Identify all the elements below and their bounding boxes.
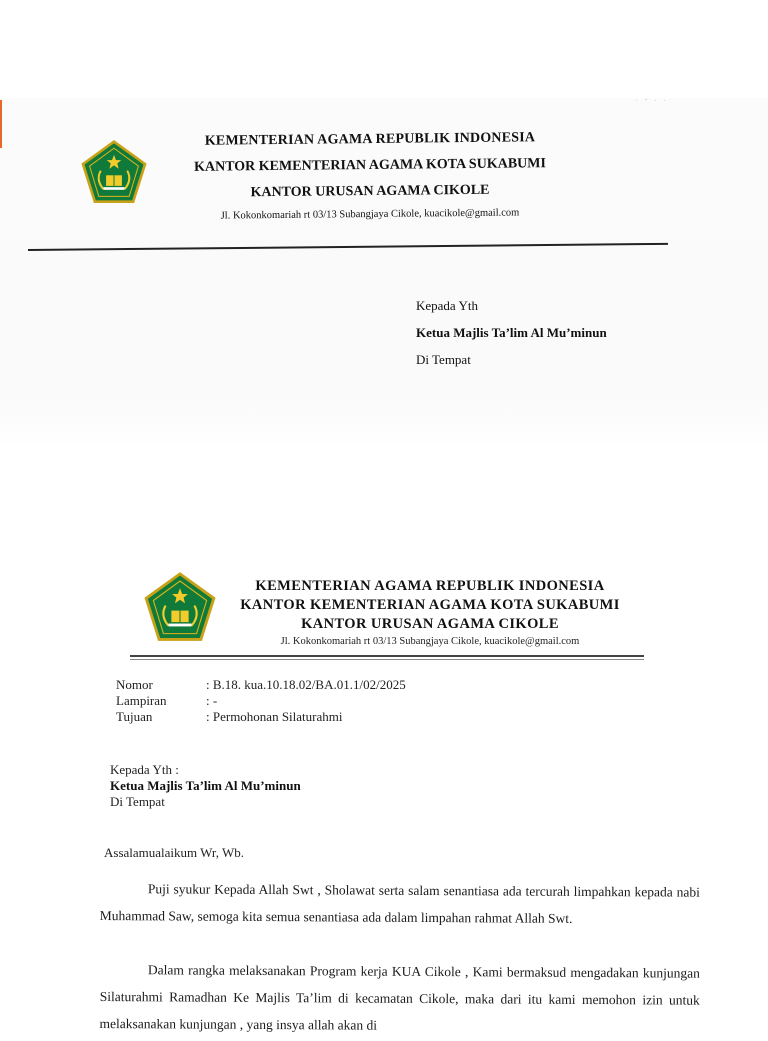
- letter-meta: [116, 677, 406, 725]
- letterhead-ministry: KEMENTERIAN AGAMA REPUBLIK INDONESIA: [255, 578, 605, 594]
- letterhead-divider: [130, 655, 644, 657]
- salutation: Assalamualaikum Wr, Wb.: [104, 845, 245, 860]
- recipient-name: Ketua Majlis Ta’lim Al Mu’minun: [416, 325, 607, 340]
- letterhead-city-office: KANTOR KEMENTERIAN AGAMA KOTA SUKABUMI: [193, 156, 546, 175]
- letterhead-kua: KANTOR URUSAN AGAMA CIKOLE: [250, 182, 490, 201]
- scan-edge-mark: [0, 100, 2, 148]
- meta-row-lampiran: [116, 693, 406, 709]
- meta-value: : B.18. kua.10.18.02/BA.01.1/02/2025: [206, 677, 406, 692]
- scan-specks: . - . .: [636, 97, 668, 103]
- letterhead-address: Jl. Kokonkomariah rt 03/13 Subangjaya Cikole, kuacikole@gmail.com: [220, 207, 520, 222]
- letterhead-address: Jl. Kokonkomariah rt 03/13 Subangjaya Cikole, kuacikole@gmail.com: [280, 636, 580, 647]
- kemenag-emblem-icon: [143, 571, 217, 643]
- body-paragraph-1: Puji syukur Kepada Allah Swt , Sholawat serta salam senantiasa ada tercurah limpahkan kepada nabi Muhammad Saw, semoga kita semua senantiasa ada dalam limpahan rahmat Allah Swt.: [99, 881, 700, 926]
- meta-label: Lampiran: [116, 693, 167, 708]
- kemenag-emblem-icon: [80, 139, 148, 205]
- meta-row-tujuan: [116, 709, 406, 725]
- body-paragraph-2: Dalam rangka melaksanakan Program kerja KUA Cikole , Kami bermaksud mengadakan kunjungan Silaturahmi Ramadhan Ke Majlis Ta’lim di kecamatan Cikole, maka dari itu kami memohon izin untuk melaksanakan kunjungan , yang insya allah akan di: [99, 962, 700, 1033]
- meta-row-nomor: [116, 677, 406, 693]
- recipient-name: Ketua Majlis Ta’lim Al Mu’minun: [110, 778, 301, 793]
- letterhead-top: [150, 127, 590, 225]
- recipient-block-bottom: [110, 762, 301, 810]
- recipient-block-top: [416, 292, 607, 373]
- recipient-greeting: Kepada Yth: [416, 298, 478, 313]
- meta-value: : Permohonan Silaturahmi: [206, 709, 343, 724]
- recipient-place: Di Tempat: [110, 794, 165, 809]
- meta-label: Nomor: [116, 677, 153, 692]
- letterhead-ministry: KEMENTERIAN AGAMA REPUBLIK INDONESIA: [204, 130, 536, 149]
- letterhead-kua: KANTOR URUSAN AGAMA CIKOLE: [301, 616, 559, 632]
- meta-value: : -: [206, 693, 218, 708]
- letterhead-bottom: [220, 577, 640, 650]
- recipient-greeting: Kepada Yth :: [110, 762, 179, 777]
- letterhead-city-office: KANTOR KEMENTERIAN AGAMA KOTA SUKABUMI: [240, 597, 620, 613]
- meta-label: Tujuan: [116, 709, 153, 724]
- letterhead-divider-thin: [130, 659, 644, 660]
- recipient-place: Di Tempat: [416, 352, 471, 367]
